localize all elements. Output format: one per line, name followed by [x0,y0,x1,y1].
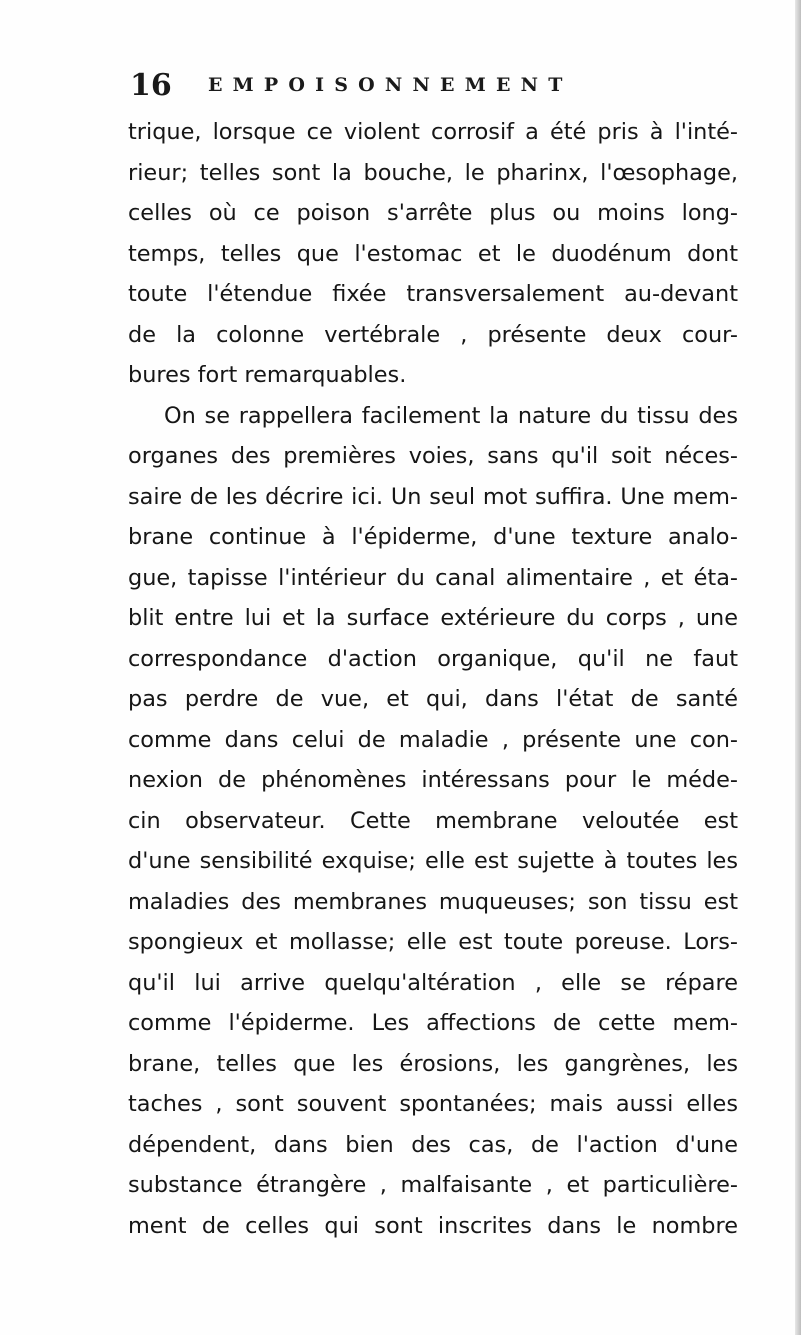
text-line: d'une sensibilité exquise; elle est sujette à toutes les [128,848,738,874]
text-line: toute l'étendue fixée transversalement au-devant [128,281,738,307]
running-head [130,66,730,106]
text-line: substance étrangère , malfaisante , et particulière- [128,1172,738,1198]
text-line: comme dans celui de maladie , présente une con- [128,726,738,753]
text-line: taches , sont souvent spontanées; mais aussi elles [128,1091,738,1117]
page-number: 16 [130,68,172,103]
text-line: qu'il lui arrive quelqu'altération , elle se répare [128,969,738,996]
text-line: temps, telles que l'estomac et le duodénum dont [128,240,738,267]
text-line: rieur; telles sont la bouche, le pharinx, l'œsophage, [128,159,738,186]
text-line: On se rappellera facilement la nature du tissu des [164,402,738,429]
text-line: pas perdre de vue, et qui, dans l'état de santé [128,686,738,712]
text-line: de la colonne vertébrale , présente deux cour- [128,321,738,348]
text-line: nexion de phénomènes intéressans pour le méde- [128,767,738,793]
text-line: spongieux et mollasse; elle est toute poreuse. Lors- [128,929,738,955]
text-line: organes des premières voies, sans qu'il soit néces- [128,443,738,469]
text-line: correspondance d'action organique, qu'il ne faut [128,645,738,672]
text-line: comme l'épiderme. Les affections de cette mem- [128,1010,738,1036]
text-line: trique, lorsque ce violent corrosif a été pris à l'inté- [128,119,738,145]
text-line: maladies des membranes muqueuses; son tissu est [128,888,738,915]
text-line: cin observateur. Cette membrane veloutée est [128,807,738,834]
running-title: EMPOISONNEMENT [208,74,573,96]
text-line: gue, tapisse l'intérieur du canal alimentaire , et éta- [128,564,738,591]
body-text [128,112,738,1246]
text-line: ment de celles qui sont inscrites dans le nombre [128,1212,738,1239]
text-line: brane continue à l'épiderme, d'une texture analo- [128,524,738,550]
text-line: brane, telles que les érosions, les gangrènes, les [128,1050,738,1077]
text-line: celles où ce poison s'arrête plus ou moins long- [128,200,738,226]
text-line: bures fort remarquables. [128,362,407,388]
text-line: dépendent, dans bien des cas, de l'action d'une [128,1131,738,1158]
text-line: blit entre lui et la surface extérieure du corps , une [128,605,738,631]
page-edge [795,0,801,1335]
text-line: saire de les décrire ici. Un seul mot suffira. Une mem- [128,483,738,510]
